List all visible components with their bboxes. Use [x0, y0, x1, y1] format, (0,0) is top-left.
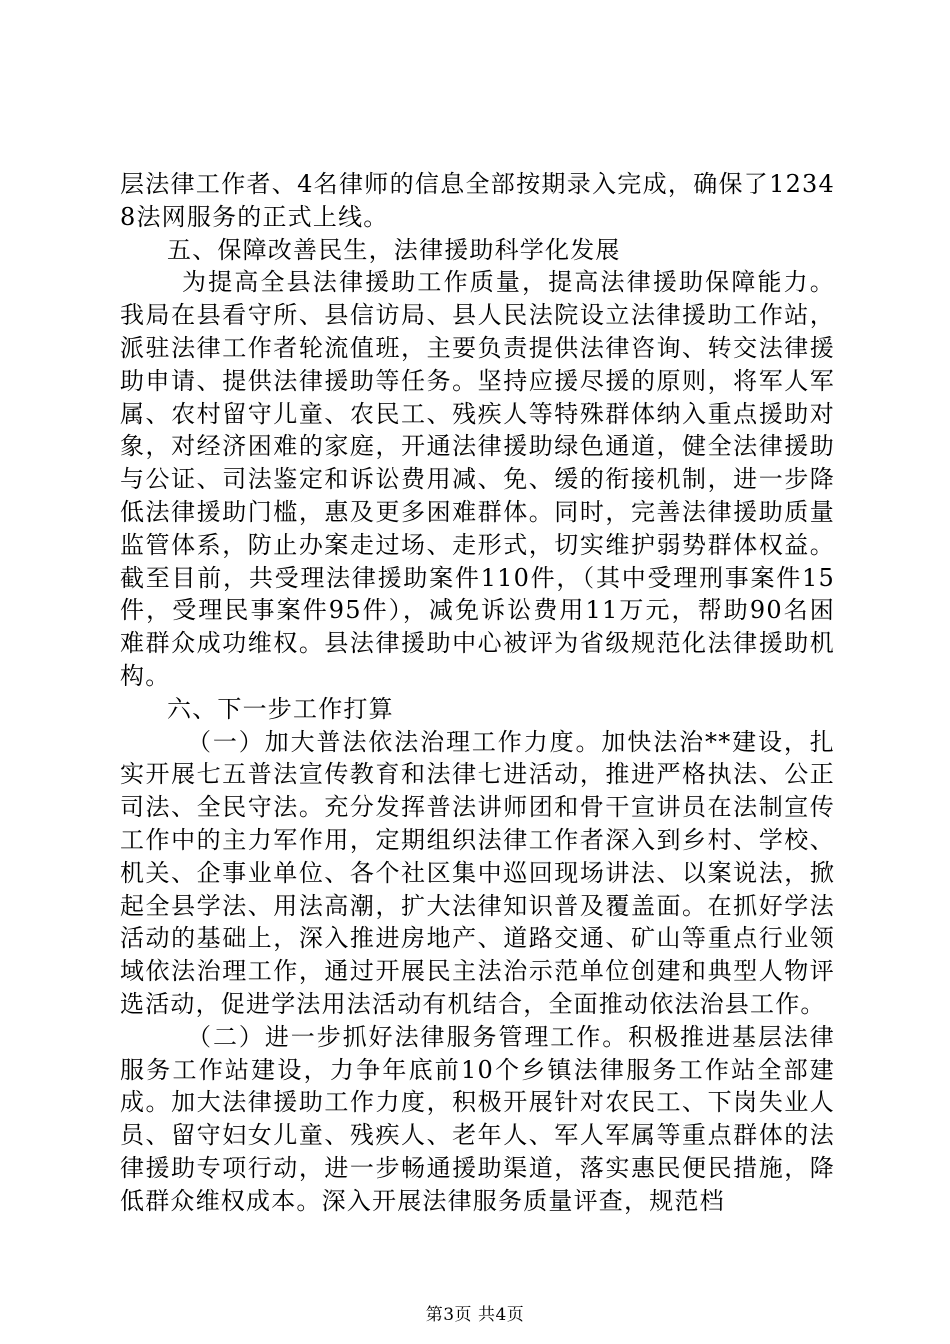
- paragraph-legal-aid: 为提高全县法律援助工作质量，提高法律援助保障能力。我局在县看守所、县信访局、县人民法院设立法律援助工作站，派驻法律工作者轮流值班，主要负责提供法律咨询、转交法律援助申请、提供法律援助等任务。坚持应援尽援的原则，将军人军属、农村留守儿童、农民工、残疾人等特殊群体纳入重点援助对象，对经济困难的家庭，开通法律援助绿色通道，健全法律援助与公证、司法鉴定和诉讼费用减、免、缓的衔接机制，进一步降低法律援助门槛，惠及更多困难群体。同时，完善法律援助质量监管体系，防止办案走过场、走形式，切实维护弱势群体权益。截至目前，共受理法律援助案件110件，（其中受理刑事案件15件，受理民事案件95件），减免诉讼费用11万元，帮助90名困难群众成功维权。县法律援助中心被评为省级规范化法律援助机构。: [120, 268, 835, 690]
- paragraph-continuation: 层法律工作者、4名律师的信息全部按期录入完成，确保了12348法网服务的正式上线。: [120, 170, 835, 231]
- page-number-footer: 第3页 共4页: [425, 1305, 525, 1325]
- section-heading-six: 六、下一步工作打算: [167, 694, 394, 723]
- section-heading-five: 五、保障改善民生，法律援助科学化发展: [167, 235, 621, 264]
- paragraph-plan-one: （一）加大普法依法治理工作力度。加快法治**建设，扎实开展七五普法宣传教育和法律七进活动，推进严格执法、公正司法、全民守法。充分发挥普法讲师团和骨干宣讲员在法制宣传工作中的主力军作用，定期组织法律工作者深入到乡村、学校、机关、企事业单位、各个社区集中巡回现场讲法、以案说法，掀起全县学法、用法高潮，扩大法律知识普及覆盖面。在抓好学法活动的基础上，深入推进房地产、道路交通、矿山等重点行业领域依法治理工作，通过开展民主法治示范单位创建和典型人物评选活动，促进学法用法活动有机结合，全面推动依法治县工作。: [120, 727, 835, 1018]
- document-body: [120, 168, 835, 1218]
- paragraph-plan-two: （二）进一步抓好法律服务管理工作。积极推进基层法律服务工作站建设，力争年底前10个乡镇法律服务工作站全部建成。加大法律援助工作力度，积极开展针对农民工、下岗失业人员、留守妇女儿童、残疾人、老年人、军人军属等重点群体的法律援助专项行动，进一步畅通援助渠道，落实惠民便民措施，降低群众维权成本。深入开展法律服务质量评查，规范档: [120, 1022, 835, 1215]
